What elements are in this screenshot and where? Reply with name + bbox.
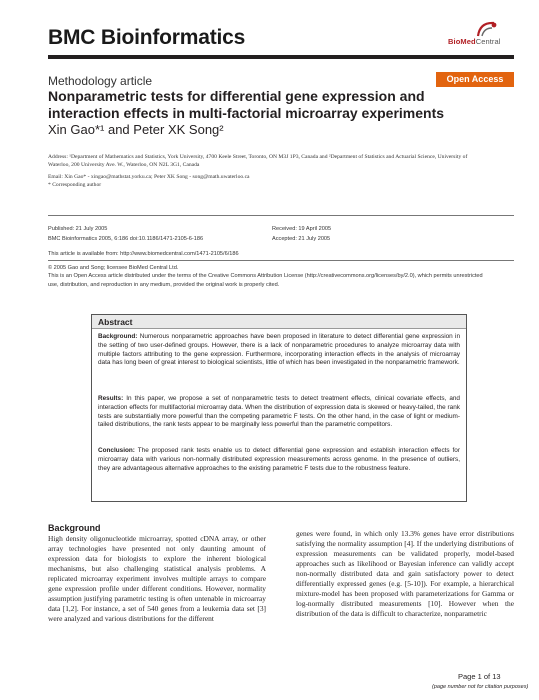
copyright: © 2005 Gao and Song; licensee BioMed Central Ltd. [48,265,179,271]
logo-prefix: BioMed [448,37,476,46]
authors: Xin Gao*¹ and Peter XK Song² [48,122,224,137]
corresponding-author-note: * Corresponding author [48,182,102,188]
received-date: Received: 19 April 2005 [272,226,332,232]
abstract-results [98,395,460,430]
body-left-text: High density oligonucleotide microarray, spotted cDNA array, or other array technologies have presented not only daunting amount of expression data for biologists to explore the inherent biological mechanisms, but also challenging statistical analysis problems. A replicated microarray experiment involves multiple arrays to compare gene expression profile under different conditions. However, normality assumption justifying parametric testing is often untenable in microarray data [1,2]. For instance, a set of 540 genes from a leukemia data set [3] were analyzed and various distributions for the different [48,534,266,623]
logo-suffix: Central [475,37,501,46]
logo-text [448,37,501,46]
header-rule [48,55,514,59]
license-block [48,264,488,289]
citation: BMC Bioinformatics 2005, 6:186 doi:10.1186/1471-2105-6-186 [48,236,204,242]
open-access-badge[interactable]: Open Access [436,72,514,87]
abstract-conclusion-text: The proposed rank tests enable us to detect differential gene expression and establish interaction effects for microarray data with various non-normally distributed expression measurements across genome. In the presence of outliers, they are advantageous alternative approaches to the existing parametric F tests due to the robustness feature. [98,447,460,472]
abstract-background-label: Background: [98,333,138,340]
page-number-note: (page number not for citation purposes) [432,684,529,690]
article-url[interactable]: This article is available from: http://www.biomedcentral.com/1471-2105/6/186 [48,251,239,257]
paper-title: Nonparametric tests for differential gene expression and interaction effects in multi-factorial microarray experiments [48,88,445,121]
abstract-background [98,333,460,368]
abstract-conclusion-label: Conclusion: [98,447,135,454]
journal-title: BMC Bioinformatics [48,26,246,49]
abstract-results-text: In this paper, we propose a set of nonparametric tests to detect treatment effects, clinical covariate effects, and interaction effects for multifactorial microarray data. When the distribution of expression data is skewed or heavy-tailed, the rank tests are substantially more powerful than the competing parametric F tests. On the other hand, in the case of light or medium-tailed distributions, the rank tests appear to be marginally less powerful than the parametric competitors. [98,395,460,429]
license-text: This is an Open Access article distributed under the terms of the Creative Commons Attribution License (http://creativecommons.org/licenses/by/2.0), which permits unrestricted use, distribution, and reproduction in any medium, provided the original work is properly cited. [48,273,483,288]
body-left-column [48,523,266,624]
abstract-background-text: Numerous nonparametric approaches have been proposed in literature to detect differential gene expression in the setting of two user-defined groups. However, there is a lack of nonparametric procedures to analyze microarray data with multiple factors attributing to the gene expression. Furthermore, incorporating interaction effects in the analysis of microarray data has long been of great interest to biological scientists, little of which has been investigated in the nonparametric framework. [98,333,460,367]
abstract-box [91,314,467,502]
abstract-heading: Abstract [92,315,466,329]
metadata-divider [48,215,514,216]
license-divider [48,260,514,261]
biomed-central-logo [448,20,508,50]
article-type: Methodology article [48,74,153,88]
publication-info-left [48,224,203,244]
abstract-results-label: Results: [98,395,124,402]
published-date: Published: 21 July 2005 [48,226,108,232]
accepted-date: Accepted: 21 July 2005 [272,236,331,242]
logo-arc-icon [476,20,498,38]
section-heading: Background [48,523,101,533]
page-number: Page 1 of 13 [458,672,501,681]
publication-info-right [272,224,331,244]
author-email[interactable]: Email: Xin Gao* - xingao@mathstat.yorku.ca; Peter XK Song - song@math.uwaterloo.ca [48,174,250,180]
author-address: Address: ¹Department of Mathematics and Statistics, York University, 4700 Keele Street, Toronto, ON M3J 1P3, Canada and ²Department of Statistics and Actuarial Science, University of Waterloo, 200 University Ave. W., Waterloo, ON N2L 3G1, Canada [48,154,468,169]
abstract-conclusion [98,447,460,473]
body-right-column: genes were found, in which only 13.3% genes have error distributions satisfying the normality assumption [4]. If the underlying distributions of expression measurements can be validated properly, model-based approaches such as likelihood or Bayesian inference can validly accept non-normally distributed data and gain satisfactory power to detect differentially expressed genes (e.g. [5-10]). For example, a hierarchical mixture-model has been proposed with parameterizations for Gamma or log-normally distributed measurements [10]. However when the distribution of the data is difficult to characterize, nonparametric [296,529,514,618]
